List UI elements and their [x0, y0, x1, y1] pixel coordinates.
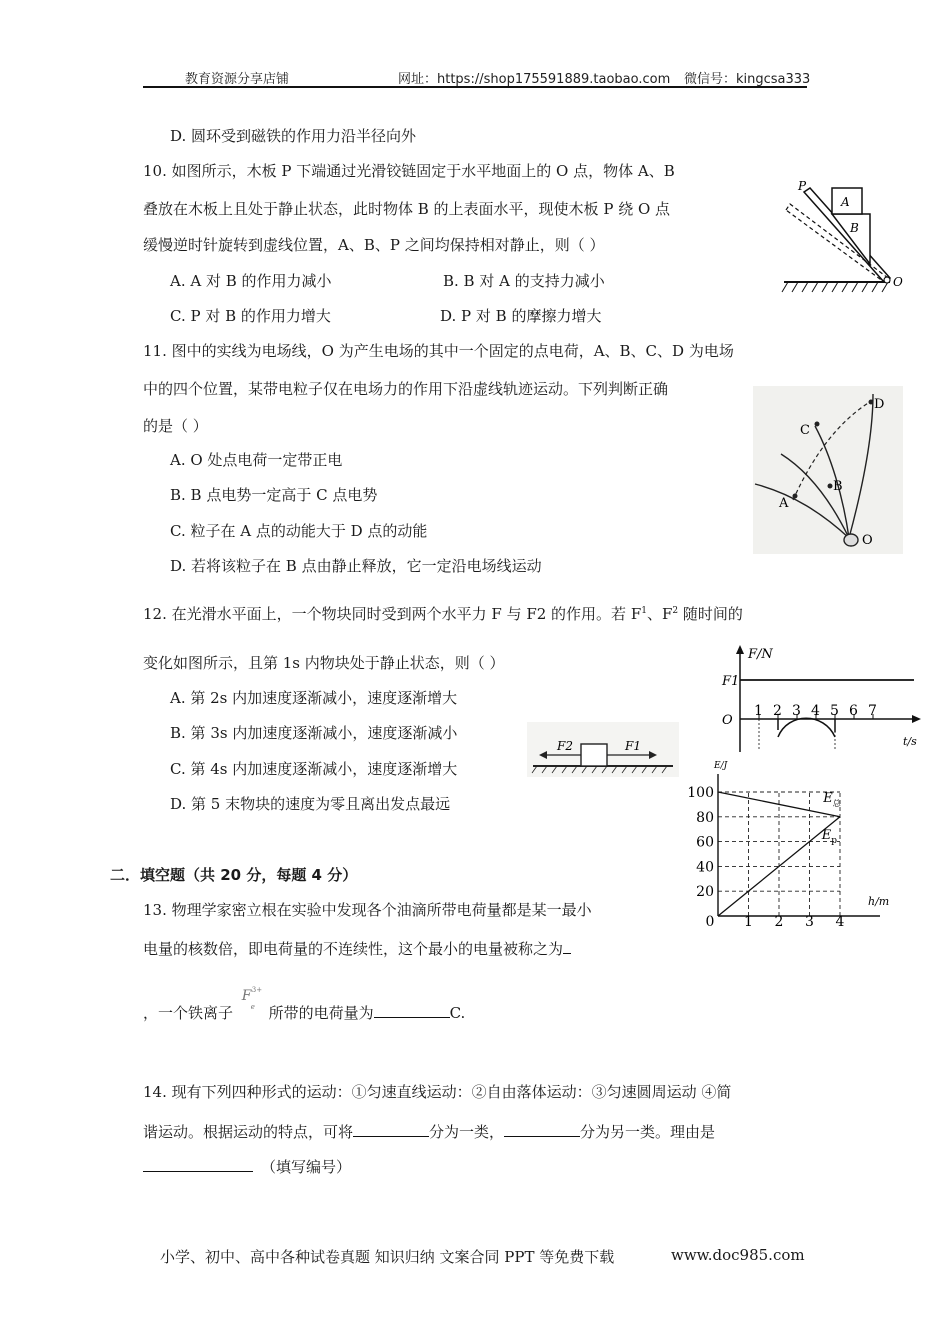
- q10-stem-line2: 叠放在木板上且处于静止状态，此时物体 B 的上表面水平，现使木板 P 绕 O 点: [143, 200, 671, 218]
- ground-hatching: [782, 282, 890, 292]
- label-f2: F2: [557, 739, 573, 753]
- q14-stem-line2-c: 分为另一类。理由是: [580, 1123, 716, 1141]
- tick-1: 1: [754, 703, 763, 719]
- x-tick-label-3: 3: [805, 914, 814, 930]
- q13-stem-line3-pre: ，一个铁离子: [143, 1004, 234, 1022]
- ion-sup: 3+: [251, 986, 263, 994]
- q14-stem-line2-b: 分为一类，: [429, 1123, 505, 1141]
- header-wechat: 微信号：kingcsa333: [684, 72, 811, 87]
- chart-grid: [718, 792, 840, 916]
- point-b: [828, 484, 833, 489]
- y-tick-label-20: 20: [696, 884, 714, 901]
- q12-stem-line1: [143, 601, 743, 624]
- q11-stem-line3: 的是（ ）: [143, 417, 208, 435]
- xlabel: t/s: [903, 735, 917, 748]
- q12-sup2: 2: [672, 606, 679, 616]
- series-label-ep: [821, 828, 838, 846]
- tick-6: 6: [849, 703, 858, 719]
- e-total-sub: 总: [832, 798, 841, 808]
- q14-stem-line2: [143, 1120, 715, 1142]
- header-shop-name: 教育资源分享店铺: [185, 72, 290, 87]
- e-total-main: E: [823, 790, 833, 806]
- q10-figure: [780, 178, 905, 296]
- q11-figure: [753, 386, 903, 554]
- q10-stem-line1: 10. 如图所示，木板 P 下端通过光滑铰链固定于水平地面上的 O 点，物体 A、B: [143, 162, 675, 180]
- q12-stem-line2: 变化如图所示，且第 1s 内物块处于静止状态，则（ ）: [143, 654, 505, 672]
- q12-option-a: A. 第 2s 内加速度逐渐减小，速度逐渐增大: [170, 689, 458, 707]
- tick-2: 2: [773, 703, 782, 719]
- tick-4: 4: [811, 703, 820, 719]
- label-d: D: [874, 397, 885, 412]
- x-tick-label-0: 0: [705, 914, 715, 930]
- ep-sub: p: [831, 836, 837, 847]
- q10-option-c: C. P 对 B 的作用力增大: [170, 307, 331, 325]
- q12-stem-line1-post: 随时间的: [678, 605, 743, 623]
- y-tick-label-80: 80: [696, 809, 714, 826]
- label-f1: F1: [625, 739, 641, 753]
- label-a: A: [779, 496, 789, 511]
- f1-label: F1: [722, 674, 740, 689]
- label-p: P: [798, 179, 807, 193]
- header-divider: [143, 86, 807, 88]
- chart-xlabel: h/m: [868, 895, 890, 908]
- point-c: [815, 422, 820, 427]
- footer-right[interactable]: www.doc985.com: [671, 1246, 805, 1264]
- q11-option-d: D. 若将该粒子在 B 点由静止释放，它一定沿电场线运动: [170, 557, 542, 575]
- block: [581, 744, 607, 766]
- ion-sub: e: [250, 1003, 255, 1011]
- footer-left: 小学、初中、高中各种试卷真题 知识归纳 文案合同 PPT 等免费下载: [160, 1248, 615, 1266]
- tick-5: 5: [830, 703, 839, 719]
- q11-option-a: A. O 处点电荷一定带正电: [170, 451, 343, 469]
- q13-stem-line1: 13. 物理学家密立根在实验中发现各个油滴所带电荷量都是某一最小: [143, 901, 592, 919]
- ylabel: F/N: [748, 647, 773, 662]
- q13-stem-line3: [143, 986, 466, 1023]
- chart-ticks: [687, 785, 844, 930]
- ep-main: E: [821, 828, 832, 844]
- label-c: C: [800, 423, 810, 438]
- q13-stem-line3-post: 所带的电荷量为: [268, 1004, 374, 1022]
- label-a: A: [841, 195, 850, 209]
- hinge-o: [884, 277, 890, 283]
- q12-stem-line1-pre: 12. 在光滑水平面上，一个物块同时受到两个水平力 F 与 F2 的作用。若 F: [143, 605, 642, 623]
- q14-stem-line1: 14. 现有下列四种形式的运动：①匀速直线运动：②自由落体运动：③匀速圆周运动 ④简: [143, 1083, 732, 1101]
- q12-sup1: 1: [641, 606, 647, 616]
- q11-stem-line2: 中的四个位置，某带电粒子仅在电场力的作用下沿虚线轨迹运动。下列判断正确: [143, 380, 669, 398]
- x-tick-label-2: 2: [774, 914, 784, 930]
- q13-stem-line2: [143, 937, 571, 959]
- y-tick-label-40: 40: [696, 859, 714, 876]
- f2-curve: [778, 718, 835, 737]
- origin-label: O: [722, 713, 733, 728]
- q12-option-c: C. 第 4s 内加速度逐渐减小，速度逐渐增大: [170, 760, 458, 778]
- q13-stem-line2-text: 电量的核数倍，即电荷量的不连续性，这个最小的电量被称之为: [143, 940, 564, 958]
- q11-stem-line1: 11. 图中的实线为电场线，O 为产生电场的其中一个固定的点电荷，A、B、C、D 为电场: [143, 342, 734, 360]
- q10-stem-line3: 缓慢逆时针旋转到虚线位置，A、B、P 之间均保持相对静止，则（ ）: [143, 236, 605, 254]
- q12-option-d: D. 第 5 末物块的速度为零且离出发点最远: [170, 795, 451, 813]
- y-tick-label-100: 100: [687, 785, 714, 801]
- label-o: O: [862, 533, 873, 548]
- charge-o: [844, 534, 858, 546]
- tick-3: 3: [792, 703, 801, 719]
- q14-stem-line2-a: 谐运动。根据运动的特点，可将: [143, 1123, 354, 1141]
- q14-blank-3[interactable]: [143, 1155, 253, 1172]
- energy-height-chart: [684, 758, 898, 930]
- q11-option-c: C. 粒子在 A 点的动能大于 D 点的动能: [170, 522, 428, 540]
- point-d: [869, 400, 874, 405]
- q10-option-b: B. B 对 A 的支持力减小: [443, 272, 605, 290]
- q14-blank-2[interactable]: [504, 1120, 580, 1137]
- q13-unit: C.: [449, 1004, 466, 1022]
- series-label-e-total: [822, 791, 842, 808]
- ion-symbol: F: [241, 988, 252, 1004]
- x-tick-label-1: 1: [744, 914, 753, 930]
- q13-blank-2[interactable]: [374, 1001, 450, 1018]
- label-b: B: [850, 221, 859, 235]
- tick-7: 7: [868, 703, 877, 719]
- q9-option-d: D. 圆环受到磁铁的作用力沿半径向外: [170, 127, 417, 145]
- q10-option-d: D. P 对 B 的摩擦力增大: [440, 307, 602, 325]
- q11-option-b: B. B 点电势一定高于 C 点电势: [170, 486, 378, 504]
- q14-stem-line3-text: （填写编号）: [261, 1158, 352, 1176]
- q12-option-b: B. 第 3s 内加速度逐渐减小，速度逐渐减小: [170, 724, 458, 742]
- section2-title: 二．填空题（共 20 分，每题 4 分）: [110, 866, 358, 884]
- chart-axes: [718, 774, 880, 916]
- x-tick-label-4: 4: [835, 914, 845, 930]
- label-o: O: [893, 275, 903, 289]
- q10-option-a: A. A 对 B 的作用力减小: [170, 272, 332, 290]
- chart-ylabel: E/J: [714, 761, 728, 771]
- q14-stem-line3: [143, 1155, 351, 1177]
- label-b: B: [833, 479, 843, 494]
- iron-ion-symbol: [238, 986, 264, 1018]
- q12-stem-mid: 、F: [646, 605, 673, 623]
- q14-blank-1[interactable]: [353, 1120, 429, 1137]
- header-website[interactable]: 网址：https://shop175591889.taobao.com: [398, 72, 671, 87]
- point-a: [793, 494, 798, 499]
- q13-blank-1[interactable]: [563, 937, 571, 954]
- y-tick-label-60: 60: [696, 834, 714, 851]
- q12-force-time-graph: [718, 642, 923, 754]
- q12-force-diagram: [527, 722, 679, 777]
